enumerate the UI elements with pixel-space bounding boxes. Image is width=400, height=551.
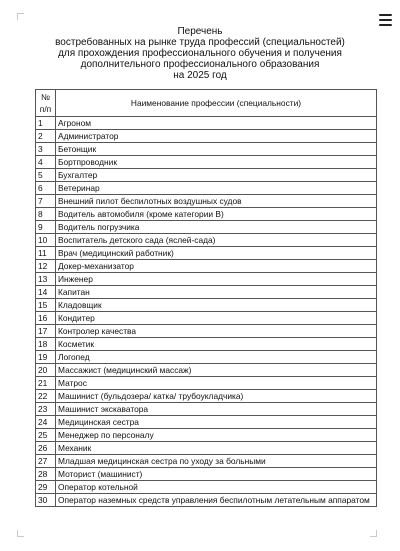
profession-name: Младшая медицинская сестра по уходу за больными (56, 455, 377, 468)
profession-name: Моторист (машинист) (56, 468, 377, 481)
profession-name: Массажист (медицинский массаж) (56, 364, 377, 377)
table-row (36, 169, 377, 182)
profession-name: Матрос (56, 377, 377, 390)
profession-name: Кондитер (56, 312, 377, 325)
title-line: на 2025 год (173, 70, 227, 81)
column-header-name: Наименование профессии (специальности) (56, 90, 377, 117)
row-number: 10 (36, 234, 56, 247)
table-row (36, 117, 377, 130)
professions-table (35, 89, 377, 507)
profession-name: Бетонщик (56, 143, 377, 156)
table-row (36, 481, 377, 494)
table-row (36, 403, 377, 416)
profession-name: Механик (56, 442, 377, 455)
profession-name: Бухгалтер (56, 169, 377, 182)
table-row (36, 312, 377, 325)
row-number: 30 (36, 494, 56, 507)
row-number: 18 (36, 338, 56, 351)
table-header-row (36, 90, 377, 117)
profession-name: Воспитатель детского сада (яслей-сада) (56, 234, 377, 247)
table-row (36, 351, 377, 364)
column-header-number-line1: № (41, 92, 50, 102)
row-number: 21 (36, 377, 56, 390)
row-number: 27 (36, 455, 56, 468)
column-header-number (36, 90, 56, 117)
table-row (36, 286, 377, 299)
row-number: 28 (36, 468, 56, 481)
table-body (36, 117, 377, 507)
table-row (36, 338, 377, 351)
row-number: 24 (36, 416, 56, 429)
row-number: 23 (36, 403, 56, 416)
row-number: 9 (36, 221, 56, 234)
profession-name: Ветеринар (56, 182, 377, 195)
table-row (36, 390, 377, 403)
table-row (36, 377, 377, 390)
table-row (36, 416, 377, 429)
profession-name: Контролер качества (56, 325, 377, 338)
table-row (36, 442, 377, 455)
table-row (36, 143, 377, 156)
row-number: 1 (36, 117, 56, 130)
table-row (36, 299, 377, 312)
column-header-number-line2: п/п (39, 104, 52, 114)
title-line: дополнительного профессионального образования (80, 59, 320, 70)
table-row (36, 455, 377, 468)
table-row (36, 195, 377, 208)
page-corner-mark (17, 13, 24, 20)
table-row (36, 325, 377, 338)
profession-name: Косметик (56, 338, 377, 351)
profession-name: Докер-механизатор (56, 260, 377, 273)
profession-name: Администратор (56, 130, 377, 143)
row-number: 22 (36, 390, 56, 403)
table-row (36, 130, 377, 143)
table-row (36, 182, 377, 195)
table-row (36, 234, 377, 247)
row-number: 19 (36, 351, 56, 364)
table-row (36, 156, 377, 169)
page-corner-mark (17, 530, 24, 537)
profession-name: Логопед (56, 351, 377, 364)
table-row (36, 429, 377, 442)
row-number: 11 (36, 247, 56, 260)
table-row (36, 260, 377, 273)
row-number: 6 (36, 182, 56, 195)
title-line: востребованных на рынке труда профессий (специальностей) (55, 37, 345, 48)
profession-name: Инженер (56, 273, 377, 286)
row-number: 4 (36, 156, 56, 169)
row-number: 5 (36, 169, 56, 182)
row-number: 16 (36, 312, 56, 325)
row-number: 20 (36, 364, 56, 377)
profession-name: Машинист (бульдозера/ катка/ трубоукладчика) (56, 390, 377, 403)
title-line: Перечень (177, 26, 223, 37)
table-row (36, 364, 377, 377)
document-title (40, 26, 360, 81)
table-row (36, 221, 377, 234)
row-number: 14 (36, 286, 56, 299)
profession-name: Оператор котельной (56, 481, 377, 494)
table-row (36, 273, 377, 286)
row-number: 25 (36, 429, 56, 442)
profession-name: Агроном (56, 117, 377, 130)
row-number: 7 (36, 195, 56, 208)
row-number: 3 (36, 143, 56, 156)
row-number: 2 (36, 130, 56, 143)
table-row (36, 468, 377, 481)
profession-name: Капитан (56, 286, 377, 299)
profession-name: Менеджер по персоналу (56, 429, 377, 442)
profession-name: Медицинская сестра (56, 416, 377, 429)
profession-name: Водитель погрузчика (56, 221, 377, 234)
profession-name: Водитель автомобиля (кроме категории В) (56, 208, 377, 221)
profession-name: Внешний пилот беспилотных воздушных судов (56, 195, 377, 208)
row-number: 12 (36, 260, 56, 273)
profession-name: Машинист экскаватора (56, 403, 377, 416)
row-number: 29 (36, 481, 56, 494)
page-corner-mark (370, 530, 377, 537)
hamburger-menu-icon[interactable] (379, 14, 392, 26)
table-row (36, 494, 377, 507)
row-number: 17 (36, 325, 56, 338)
profession-name: Кладовщик (56, 299, 377, 312)
row-number: 26 (36, 442, 56, 455)
title-line: для прохождения профессионального обучения и получения (58, 48, 342, 59)
row-number: 15 (36, 299, 56, 312)
profession-name: Бортпроводник (56, 156, 377, 169)
table-row (36, 247, 377, 260)
profession-name: Оператор наземных средств управления беспилотным летательным аппаратом (56, 494, 377, 507)
profession-name: Врач (медицинский работник) (56, 247, 377, 260)
table-row (36, 208, 377, 221)
row-number: 13 (36, 273, 56, 286)
row-number: 8 (36, 208, 56, 221)
